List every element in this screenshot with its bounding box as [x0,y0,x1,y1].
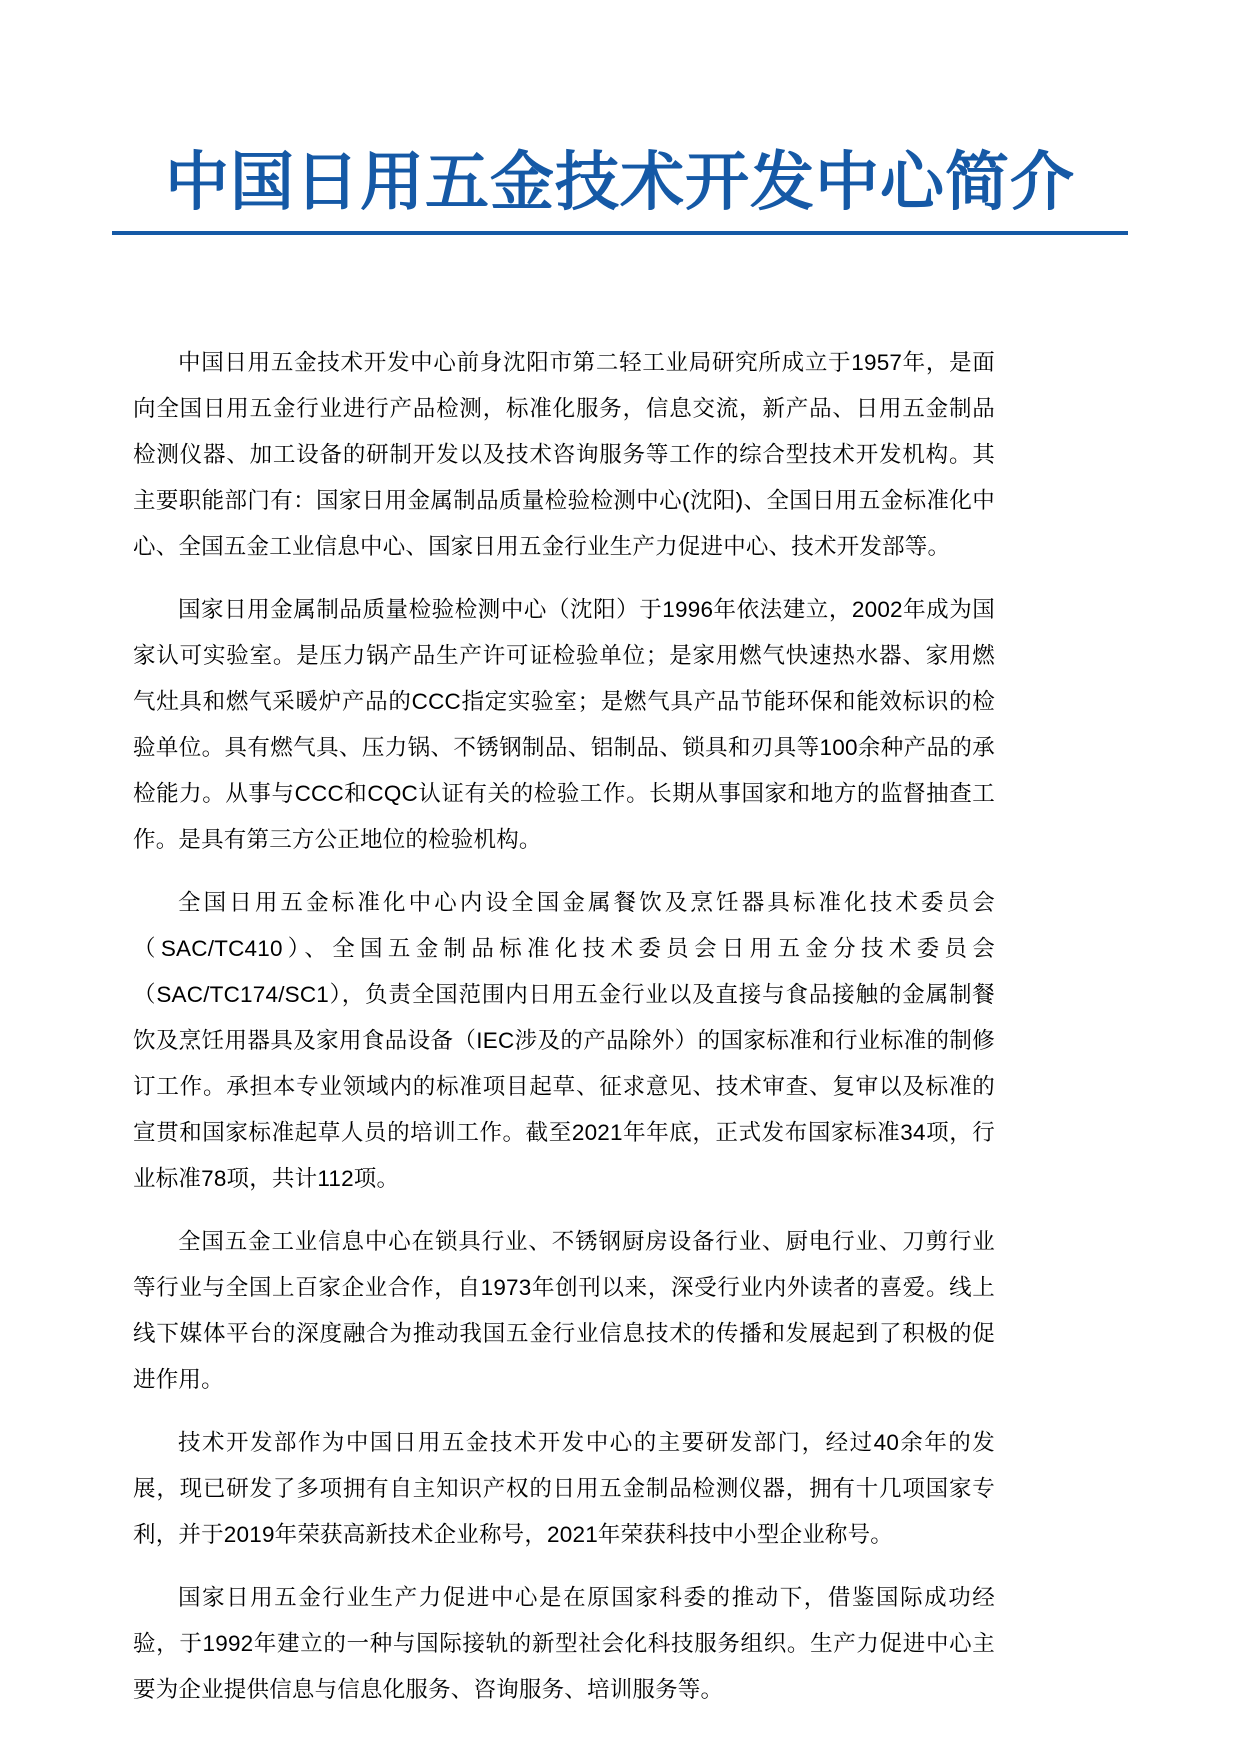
document-body [133,340,995,1713]
page-title: 中国日用五金技术开发中心简介 [165,146,1075,218]
paragraph-standardization-center: 全国日用五金标准化中心内设全国金属餐饮及烹饪器具标准化技术委员会（SAC/TC410）、全国五金制品标准化技术委员会日用五金分技术委员会（SAC/TC174/SC1），负责全国范围内日用五金行业以及直接与食品接触的金属制餐饮及烹饪用器具及家用食品设备（IEC涉及的产品除外）的国家标准和行业标准的制修订工作。承担本专业领域内的标准项目起草、征求意见、技术审查、复审以及标准的宣贯和国家标准起草人员的培训工作。截至2021年年底，正式发布国家标准34项，行业标准78项，共计112项。 [133,890,995,1191]
paragraph-information-center: 全国五金工业信息中心在锁具行业、不锈钢厨房设备行业、厨电行业、刀剪行业等行业与全国上百家企业合作，自1973年创刊以来，深受行业内外读者的喜爱。线上线下媒体平台的深度融合为推动我国五金行业信息技术的传播和发展起到了积极的促进作用。 [133,1229,995,1392]
paragraph-productivity-center: 国家日用五金行业生产力促进中心是在原国家科委的推动下，借鉴国际成功经验，于1992年建立的一种与国际接轨的新型社会化科技服务组织。生产力促进中心主要为企业提供信息与信息化服务、咨询服务、培训服务等。 [133,1585,995,1702]
title-block [0,148,1240,235]
title-underline-rule [112,231,1128,235]
paragraph-development-department: 技术开发部作为中国日用五金技术开发中心的主要研发部门，经过40余年的发展，现已研发了多项拥有自主知识产权的日用五金制品检测仪器，拥有十几项国家专利，并于2019年荣获高新技术企业称号，2021年荣获科技中小型企业称号。 [133,1430,995,1547]
paragraph-testing-center: 国家日用金属制品质量检验检测中心（沈阳）于1996年依法建立，2002年成为国家认可实验室。是压力锅产品生产许可证检验单位；是家用燃气快速热水器、家用燃气灶具和燃气采暖炉产品的CCC指定实验室；是燃气具产品节能环保和能效标识的检验单位。具有燃气具、压力锅、不锈钢制品、铝制品、锁具和刃具等100余种产品的承检能力。从事与CCC和CQC认证有关的检验工作。长期从事国家和地方的监督抽查工作。是具有第三方公正地位的检验机构。 [133,597,995,852]
paragraph-intro: 中国日用五金技术开发中心前身沈阳市第二轻工业局研究所成立于1957年，是面向全国日用五金行业进行产品检测，标准化服务，信息交流，新产品、日用五金制品检测仪器、加工设备的研制开发以及技术咨询服务等工作的综合型技术开发机构。其主要职能部门有：国家日用金属制品质量检验检测中心(沈阳)、全国日用五金标准化中心、全国五金工业信息中心、国家日用五金行业生产力促进中心、技术开发部等。 [133,350,995,559]
